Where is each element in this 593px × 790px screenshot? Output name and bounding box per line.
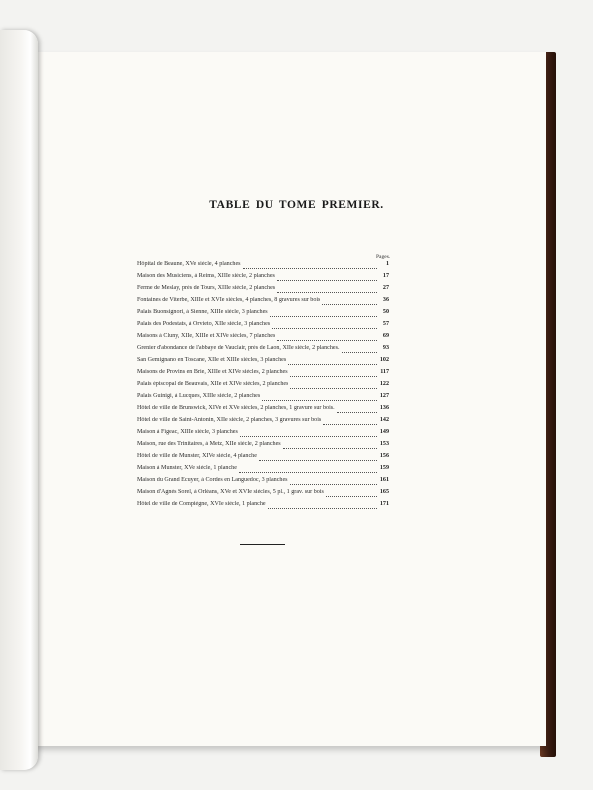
toc-entry	[137, 429, 389, 441]
leader-dots	[323, 424, 377, 425]
toc-entry	[137, 501, 389, 513]
toc-entry-text: Maison des Musiciens, à Reims, XIIIe siècle, 2 planches	[137, 273, 275, 279]
toc-entry-text: Maison du Grand Écuyer, à Cordes en Languedoc, 3 planches	[137, 477, 288, 483]
toc-entry	[137, 261, 389, 273]
toc-entry	[137, 357, 389, 369]
toc-entry	[137, 393, 389, 405]
toc-entry-page: 156	[379, 453, 389, 459]
toc-entry-page: 161	[379, 477, 389, 483]
toc-entry	[137, 333, 389, 345]
toc-entry-text: Maison, rue des Trinitaires, à Metz, XIIe siècle, 2 planches	[137, 441, 281, 447]
leader-dots	[342, 352, 377, 353]
toc-entry-text: Maisons à Cluny, XIIe, XIIIe et XIVe siècles, 7 planches	[137, 333, 276, 339]
leader-dots	[283, 448, 377, 449]
toc-entry	[137, 441, 389, 453]
toc-entry-text: Hôtel de ville de Saint-Antonin, XIIe siècle, 2 planches, 3 gravures sur bois	[137, 417, 322, 423]
leader-dots	[259, 460, 377, 461]
toc-entry	[137, 477, 389, 489]
toc-entry-page: 102	[379, 357, 389, 363]
toc-entry-page: 17	[382, 273, 389, 279]
toc-entry-text: Maison d'Agnès Sorel, à Orléans, XVe et XVIe siècles, 5 pl., 1 grav. sur bois	[137, 489, 324, 495]
toc-entry-page: 1	[385, 261, 389, 267]
leader-dots	[239, 472, 377, 473]
toc-entry-text: Maisons de Provins en Brie, XIIIe et XIVe siècles, 2 planches	[137, 369, 288, 375]
table-of-contents	[137, 261, 389, 513]
toc-entry-page: 93	[382, 345, 389, 351]
toc-entry-page: 171	[379, 501, 389, 507]
toc-entry-page: 122	[379, 381, 389, 387]
toc-entry	[137, 285, 389, 297]
toc-entry-page: 69	[382, 333, 389, 339]
leader-dots	[290, 388, 377, 389]
table-title: TABLE DU TOME PREMIER.	[209, 199, 384, 211]
toc-entry-text: Hôtel de ville de Compiègne, XVIe siècle, 1 planche	[137, 501, 266, 507]
toc-entry-page: 50	[382, 309, 389, 315]
toc-entry-text: Grenier d'abondance de l'abbaye de Vauclair, près de Laon, XIIe siècle, 2 planches.	[137, 345, 340, 351]
toc-entry	[137, 465, 389, 477]
toc-entry	[137, 405, 389, 417]
toc-entry-text: Hôpital de Beaune, XVe siècle, 4 planches	[137, 261, 241, 267]
leader-dots	[288, 364, 377, 365]
toc-entry-page: 127	[379, 393, 389, 399]
leader-dots	[272, 328, 377, 329]
pages-column-label: Pages.	[376, 254, 391, 260]
leader-dots	[337, 412, 377, 413]
toc-entry-text: Maison à Figeac, XIIIe siècle, 3 planches	[137, 429, 238, 435]
leader-dots	[243, 268, 377, 269]
toc-entry-text: San Gemignano en Toscane, XIIe et XIIIe siècles, 3 planches	[137, 357, 287, 363]
toc-entry-page: 117	[380, 369, 389, 375]
toc-entry-page: 159	[379, 465, 389, 471]
toc-entry-text: Palais des Podestats, à Orvieto, XIIe siècle, 3 planches	[137, 321, 271, 327]
leader-dots	[268, 508, 377, 509]
toc-entry	[137, 309, 389, 321]
leader-dots	[270, 316, 377, 317]
toc-entry	[137, 489, 389, 501]
leader-dots	[277, 292, 377, 293]
toc-entry	[137, 297, 389, 309]
toc-entry-text: Palais Buonsignori, à Sienne, XIIIe siècle, 3 planches	[137, 309, 268, 315]
toc-entry-text: Fontaines de Viterbe, XIIIe et XVIe siècles, 4 planches, 8 gravures sur bois	[137, 297, 321, 303]
toc-entry-page: 57	[382, 321, 389, 327]
toc-entry-page: 165	[379, 489, 389, 495]
leader-dots	[290, 376, 377, 377]
toc-entry	[137, 417, 389, 429]
leader-dots	[262, 400, 377, 401]
toc-entry	[137, 321, 389, 333]
toc-entry	[137, 345, 389, 357]
leader-dots	[277, 340, 377, 341]
leader-dots	[277, 280, 377, 281]
toc-entry	[137, 453, 389, 465]
toc-entry-page: 149	[379, 429, 389, 435]
toc-entry	[137, 369, 389, 381]
toc-entry-page: 153	[379, 441, 389, 447]
leader-dots	[290, 484, 377, 485]
toc-entry-text: Hôtel de ville de Munster, XIVe siècle, 4 planche	[137, 453, 257, 459]
leader-dots	[240, 436, 377, 437]
toc-entry-text: Hôtel de ville de Brunswick, XIVe et XVe siècles, 2 planches, 1 gravure sur bois.	[137, 405, 335, 411]
toc-entry-page: 36	[382, 297, 389, 303]
leader-dots	[322, 304, 377, 305]
closing-rule	[240, 544, 285, 545]
toc-entry	[137, 273, 389, 285]
leader-dots	[326, 496, 377, 497]
toc-entry-text: Ferme de Meslay, près de Tours, XIIIe siècle, 2 planches	[137, 285, 276, 291]
facing-page-edge	[0, 30, 38, 770]
toc-entry-page: 142	[379, 417, 389, 423]
toc-entry-text: Palais Guinigi, à Lucques, XIIIe siècle, 2 planches	[137, 393, 261, 399]
toc-entry-text: Maison à Munster, XVe siècle, 1 planche	[137, 465, 237, 471]
toc-entry-page: 27	[382, 285, 389, 291]
toc-entry-page: 136	[379, 405, 389, 411]
toc-entry	[137, 381, 389, 393]
toc-entry-text: Palais épiscopal de Beauvais, XIIe et XIVe siècles, 2 planches	[137, 381, 289, 387]
